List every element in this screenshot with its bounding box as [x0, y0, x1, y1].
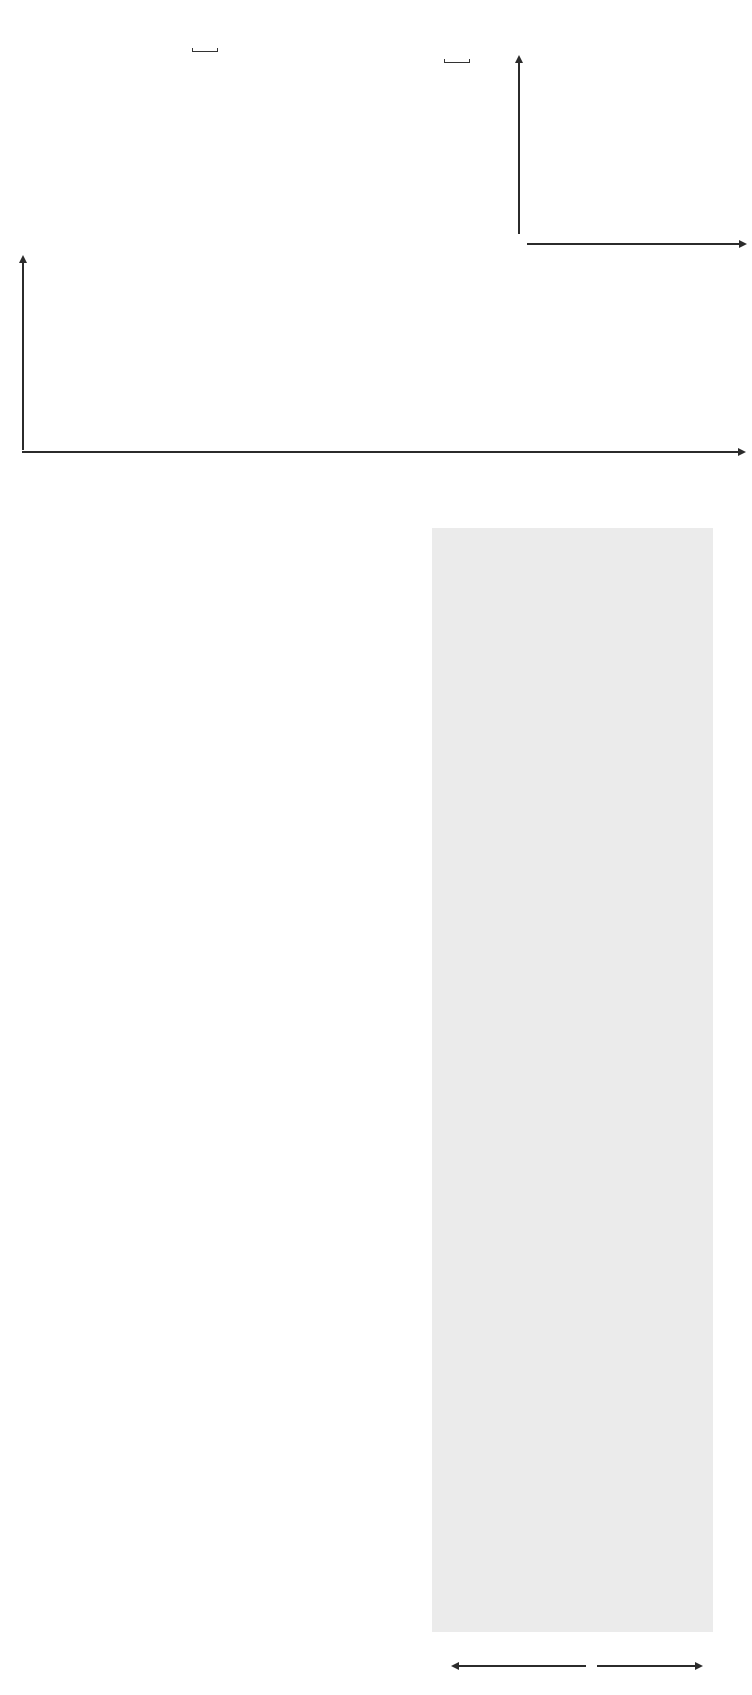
spatial-cluster-map-1 [8, 60, 236, 230]
umap-pbs-canvas [34, 258, 246, 448]
umap-toldc-canvas [256, 258, 468, 448]
suppressed-arrow-line [459, 1665, 586, 1667]
umap-all-y-axis [518, 62, 520, 234]
umap-lps-toldc-canvas [482, 262, 706, 450]
umap-pbs-plot [34, 258, 246, 448]
umap-lps-toldc-plot [482, 262, 706, 450]
scale-bar-1 [192, 47, 218, 52]
upregulated-arrow-line [597, 1665, 695, 1667]
umap-all-plot [530, 57, 744, 237]
upregulated-arrow-head [695, 1662, 703, 1670]
umap-all-canvas [530, 57, 744, 237]
umap-samples-x-axis [22, 451, 738, 453]
pathway-chart-x-axis [432, 1632, 713, 1654]
suppressed-arrow-head [451, 1662, 459, 1670]
umap-all-x-axis [527, 243, 739, 245]
umap-samples-y-axis [22, 262, 24, 450]
scale-bar-1-line [192, 48, 218, 52]
spatial-cluster-map-2 [240, 58, 490, 236]
umap-all-x-axis-arrowhead [739, 240, 747, 248]
pathway-chart-panel [432, 528, 713, 1632]
umap-samples-x-axis-arrowhead [738, 448, 746, 456]
umap-toldc-plot [256, 258, 468, 448]
umap-all-y-axis-arrowhead [515, 55, 523, 63]
pathway-label-column [140, 528, 432, 1632]
umap-samples-y-axis-arrowhead [19, 255, 27, 263]
